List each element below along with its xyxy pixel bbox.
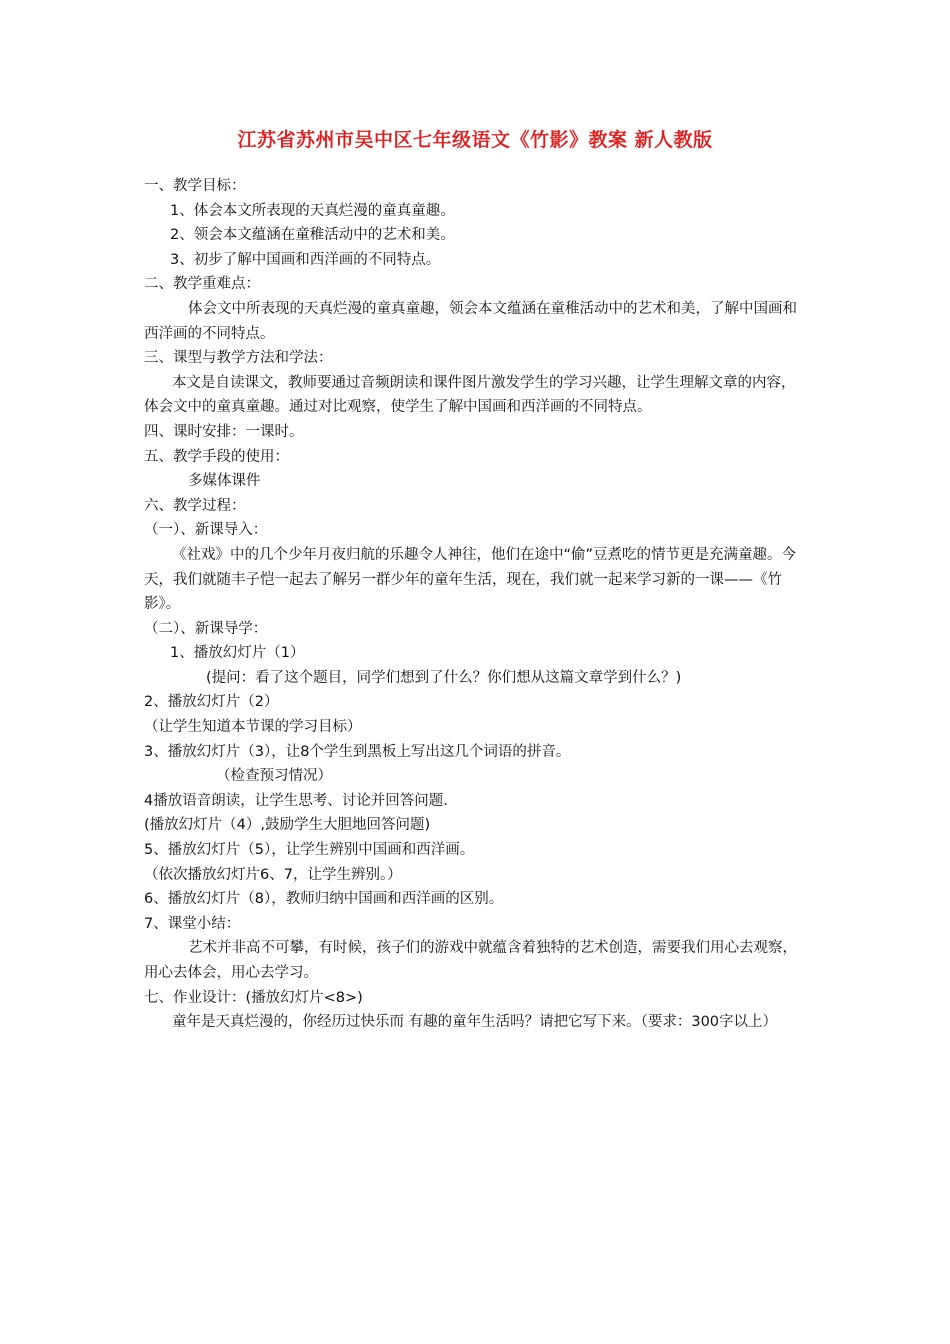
section-heading: 五、教学手段的使用： [144, 448, 289, 465]
paragraph: 童年是天真烂漫的，你经历过快乐而 有趣的童年生活吗？请把它写下来。（要求：300字以上） [172, 1014, 778, 1031]
paragraph: 本文是自读课文，教师要通过音频朗读和课件图片激发学生的学习兴趣，让学生理解文章的内容，体会文中的童真童趣。通过对比观察，使学生了解中国画和西洋画的不同特点。 [144, 374, 796, 416]
paragraph: 艺术并非高不可攀，有时候，孩子们的游戏中就蕴含着独特的艺术创造，需要我们用心去观察，用心去体会，用心去学习。 [144, 940, 797, 981]
paragraph: (提问：看了这个题目，同学们想到了什么？你们想从这篇文章学到什么？) [206, 669, 682, 686]
document-body [144, 174, 808, 1035]
list-item: 1、体会本文所表现的天真烂漫的童真童趣。 [170, 202, 455, 219]
section-heading: 四、课时安排：一课时。 [144, 423, 304, 440]
paragraph: 体会文中所表现的天真烂漫的童真童趣，领会本文蕴涵在童稚活动中的艺术和美，了解中国画和西洋画的不同特点。 [144, 300, 797, 342]
list-item: 4播放语音朗读，让学生思考、讨论并回答问题. [144, 792, 448, 809]
subsection-heading: （一）、新课导入： [144, 522, 268, 539]
paragraph: （让学生知道本节课的学习目标） [144, 719, 362, 736]
paragraph: （依次播放幻灯片6、7，让学生辨别。） [144, 866, 402, 883]
list-item: 7、课堂小结： [144, 915, 241, 932]
paragraph: （检查预习情况） [216, 768, 332, 785]
section-heading: 三、课型与教学方法和学法： [144, 350, 333, 367]
list-item: 5、播放幻灯片（5），让学生辨别中国画和西洋画。 [144, 842, 475, 859]
list-item: 1、播放幻灯片（1） [170, 645, 305, 662]
paragraph: 多媒体课件 [188, 473, 261, 490]
section-heading: 二、教学重难点： [144, 276, 260, 293]
paragraph: 《社戏》中的几个少年月夜归航的乐趣令人神往，他们在途中“偷”豆煮吃的情节更是充满童趣。今天，我们就随丰子恺一起去了解另一群少年的童年生活，现在，我们就一起来学习新的一课——《竹影》。 [144, 546, 797, 613]
paragraph: (播放幻灯片（4）,鼓励学生大胆地回答问题) [144, 817, 431, 834]
document-title: 江苏省苏州市吴中区七年级语文《竹影》教案 新人教版 [237, 129, 713, 151]
list-item: 3、初步了解中国画和西洋画的不同特点。 [170, 251, 441, 268]
section-heading: 七、作业设计：(播放幻灯片<8>) [144, 989, 363, 1006]
section-heading: 六、教学过程： [144, 497, 246, 514]
list-item: 2、播放幻灯片（2） [144, 694, 279, 711]
section-heading: 一、教学目标： [144, 178, 246, 194]
list-item: 2、领会本文蕴涵在童稚活动中的艺术和美。 [170, 227, 455, 244]
subsection-heading: （二）、新课导学： [144, 620, 268, 637]
list-item: 3、播放幻灯片（3），让8个学生到黑板上写出这几个词语的拼音。 [144, 743, 571, 760]
list-item: 6、播放幻灯片（8），教师归纳中国画和西洋画的区别。 [144, 891, 504, 908]
